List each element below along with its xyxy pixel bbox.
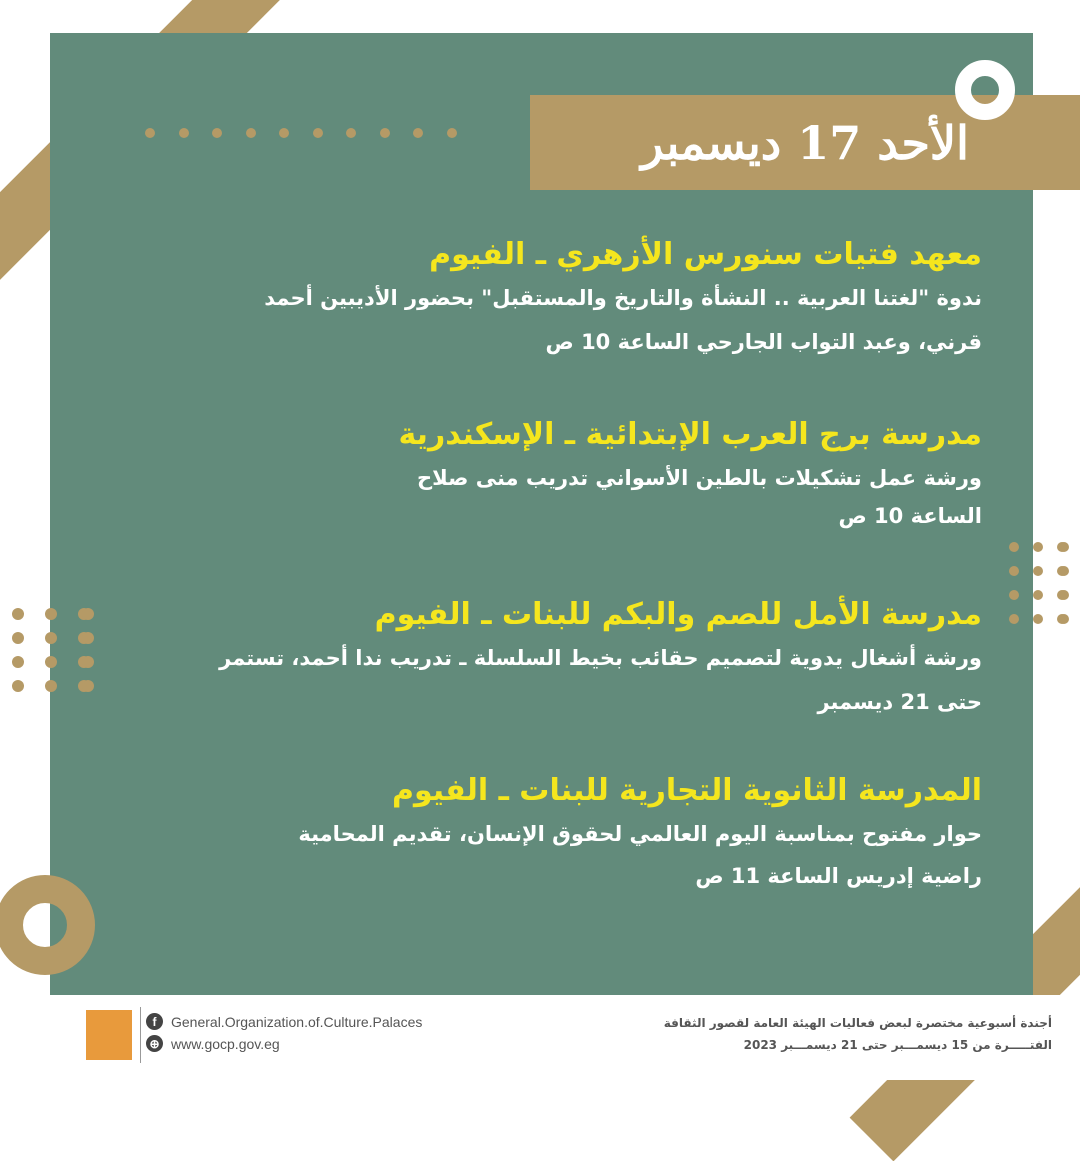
facebook-page-name: General.Organization.of.Culture.Palaces (171, 1013, 423, 1030)
event-description-line: راضية إدريس الساعة 11 ص (695, 864, 982, 888)
event-4 (82, 770, 982, 898)
decor-dot (1033, 590, 1043, 600)
event-description-line: حوار مفتوح بمناسبة اليوم العالمي لحقوق الإنسان، تقديم المحامية (298, 822, 982, 846)
event-description-line: ورشة عمل تشكيلات بالطين الأسواني تدريب منى صلاح (417, 466, 982, 490)
decor-dot (1059, 566, 1069, 576)
decor-dot (1009, 566, 1019, 576)
decor-dot (1059, 542, 1069, 552)
event-description-line: ورشة أشغال يدوية لتصميم حقائب بخيط السلسلة ـ تدريب ندا أحمد، تستمر (219, 646, 982, 670)
decor-dot (1033, 542, 1043, 552)
decor-dot (313, 128, 323, 138)
decor-dot (12, 632, 24, 644)
event-2 (82, 414, 982, 538)
decor-dot (12, 608, 24, 620)
decor-dot (1009, 614, 1019, 624)
decor-dot (12, 656, 24, 668)
decor-dot (179, 128, 189, 138)
decor-dot (1059, 590, 1069, 600)
event-title: مدرسة الأمل للصم والبكم للبنات ـ الفيوم (374, 597, 982, 632)
decor-dot (45, 656, 57, 668)
decor-dot (1009, 542, 1019, 552)
event-description-line: الساعة 10 ص (838, 504, 982, 528)
footer-divider (140, 1007, 141, 1063)
ring-decoration-top-right (955, 60, 1015, 120)
facebook-link[interactable] (146, 1013, 422, 1030)
decor-dot (1059, 614, 1069, 624)
website-link[interactable] (146, 1035, 280, 1052)
event-title: معهد فتيات سنورس الأزهري ـ الفيوم (429, 237, 982, 272)
decor-dot (212, 128, 222, 138)
agenda-line-1: أجندة أسبوعية مختصرة لبعض فعاليات الهيئة العامة لقصور الثقافة (663, 1016, 1052, 1030)
date-title: الأحد 17 ديسمبر (641, 115, 969, 170)
decor-dot (447, 128, 457, 138)
website-url: www.gocp.gov.eg (171, 1035, 280, 1052)
decor-dot (12, 680, 24, 692)
decor-dot (1009, 590, 1019, 600)
decor-dot (346, 128, 356, 138)
globe-icon: ⊕ (146, 1035, 163, 1052)
event-title: مدرسة برج العرب الإبتدائية ـ الإسكندرية (398, 417, 982, 452)
gocp-logo (86, 1010, 132, 1060)
decor-dot (279, 128, 289, 138)
decor-dot (413, 128, 423, 138)
event-1 (82, 234, 982, 364)
agenda-line-2: الفتـــــرة من 15 ديسمـــبر حتى 21 ديسمـــبر 2023 (743, 1038, 1052, 1052)
decor-dot (45, 632, 57, 644)
event-3 (82, 594, 982, 724)
event-title: المدرسة الثانوية التجارية للبنات ـ الفيوم (391, 773, 982, 808)
decor-dot (45, 680, 57, 692)
event-description-line: قرني، وعبد التواب الجارحي الساعة 10 ص (545, 330, 982, 354)
decor-dot (246, 128, 256, 138)
decor-dot (45, 608, 57, 620)
event-description-line: ندوة "لغتنا العربية .. النشأة والتاريخ والمستقبل" بحضور الأديبين أحمد (264, 286, 982, 310)
event-description-line: حتى 21 ديسمبر (817, 690, 982, 714)
decor-dot (380, 128, 390, 138)
decor-dot (1033, 614, 1043, 624)
decor-dot (145, 128, 155, 138)
facebook-icon: f (146, 1013, 163, 1030)
decor-dot (1033, 566, 1043, 576)
